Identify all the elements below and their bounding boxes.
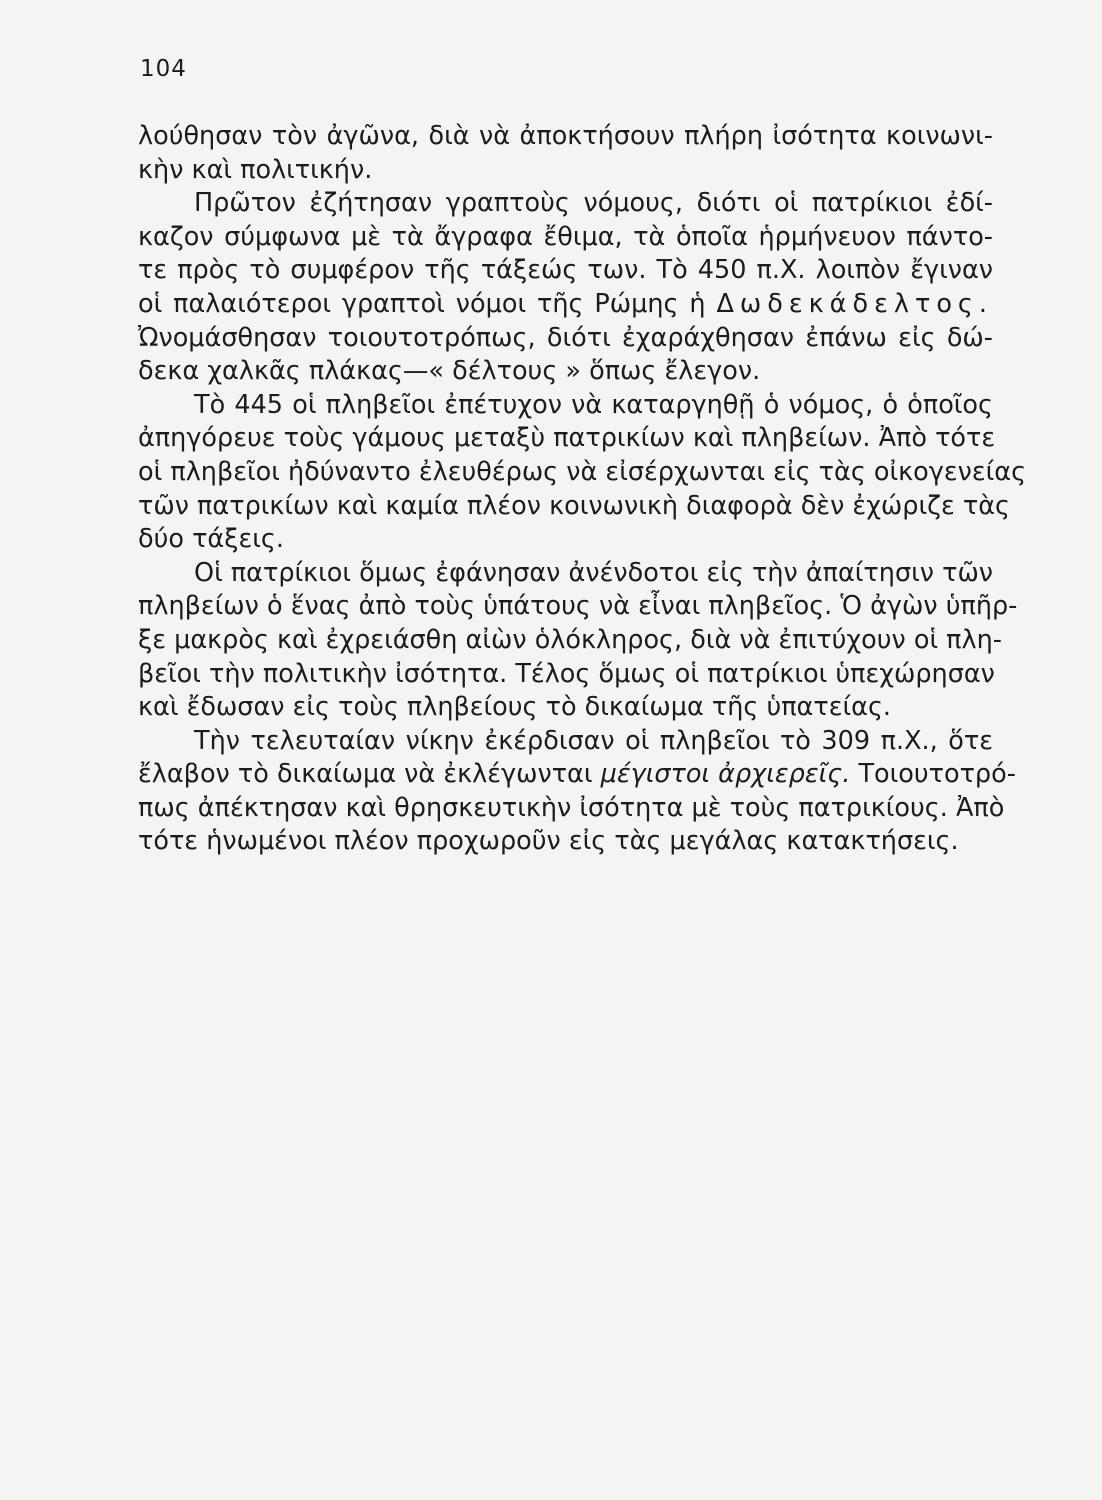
text-line: δύο τάξεις. <box>138 524 284 555</box>
text-line-with-italic <box>138 758 1016 792</box>
text-line: Ὠνομάσθησαν τοιουτοτρόπως, διότι ἐχαράχθησαν ἐπάνω εἰς δώ- <box>138 322 993 353</box>
text-line: οἱ πληβεῖοι ἠδύναντο ἐλευθέρως νὰ εἰσέρχωνται εἰς τὰς οἰκογενείας <box>138 456 1027 487</box>
text-line: βεῖοι τὴν πολιτικὴν ἰσότητα. Τέλος ὅμως οἱ πατρίκιοι ὑπεχώρησαν <box>138 658 995 689</box>
text-segment: οἱ παλαιότεροι γραπτοὶ νόμοι τῆς Ρώμης ἡ <box>138 288 706 319</box>
text-line: Πρῶτον ἐζήτησαν γραπτοὺς νόμους, διότι οἱ πατρίκιοι ἐδί- <box>194 188 993 219</box>
page-number: 104 <box>140 56 187 82</box>
text-line: τε πρὸς τὸ συμφέρον τῆς τάξεώς των. Τὸ 450 π.Χ. λοιπὸν ἔγιναν <box>138 255 993 286</box>
text-line: Τὸ 445 οἱ πληβεῖοι ἐπέτυχον νὰ καταργηθῇ ὁ νόμος, ὁ ὁποῖος <box>194 389 993 420</box>
text-line: κὴν καὶ πολιτικήν. <box>138 154 373 185</box>
text-segment: ἔλαβον τὸ δικαίωμα νὰ ἐκλέγωνται <box>138 759 593 790</box>
text-line: Οἱ πατρίκιοι ὅμως ἐφάνησαν ἀνένδοτοι εἰς τὴν ἀπαίτησιν τῶν <box>194 557 994 588</box>
text-line: τῶν πατρικίων καὶ καμία πλέον κοινωνικὴ διαφορὰ δὲν ἐχώριζε τὰς <box>138 490 1010 521</box>
text-line: ἀπηγόρευε τοὺς γάμους μεταξὺ πατρικίων καὶ πληβείων. Ἀπὸ τότε <box>138 423 996 454</box>
text-line: καὶ ἔδωσαν εἰς τοὺς πληβείους τὸ δικαίωμα τῆς ὑπατείας. <box>138 692 892 723</box>
text-line: καζον σύμφωνα μὲ τὰ ἄγραφα ἔθιμα, τὰ ὁποῖα ἡρμήνευον πάντο- <box>138 221 993 252</box>
text-line: ξε μακρὸς καὶ ἐχρειάσθη αἰὼν ὁλόκληρος, διὰ νὰ ἐπιτύχουν οἱ πλη- <box>138 624 1002 655</box>
text-segment: Τοιουτοτρό- <box>858 759 1016 790</box>
text-line: δεκα χαλκᾶς πλάκας—« δέλτους » ὅπως ἔλεγον. <box>138 356 761 387</box>
body-text <box>138 120 1027 859</box>
text-line-with-spaced-word <box>138 288 993 322</box>
text-line: λούθησαν τὸν ἀγῶνα, διὰ νὰ ἀποκτήσουν πλήρη ἰσότητα κοινωνι- <box>138 121 993 151</box>
text-line: Τὴν τελευταίαν νίκην ἐκέρδισαν οἱ πληβεῖοι τὸ 309 π.Χ., ὅτε <box>194 725 993 756</box>
text-line: πληβείων ὁ ἕνας ἀπὸ τοὺς ὑπάτους νὰ εἶναι πληβεῖος. Ὁ ἀγὼν ὑπῆρ- <box>138 591 1018 622</box>
italic-phrase: μέγιστοι ἀρχιερεῖς. <box>600 759 851 790</box>
text-line: πως ἀπέκτησαν καὶ θρησκευτικὴν ἰσότητα μὲ τοὺς πατρικίους. Ἀπὸ <box>138 792 1005 823</box>
spaced-word: Δωδεκάδελτος. <box>716 288 993 319</box>
text-line: τότε ἡνωμένοι πλέον προχωροῦν εἰς τὰς μεγάλας κατακτήσεις. <box>138 826 959 857</box>
